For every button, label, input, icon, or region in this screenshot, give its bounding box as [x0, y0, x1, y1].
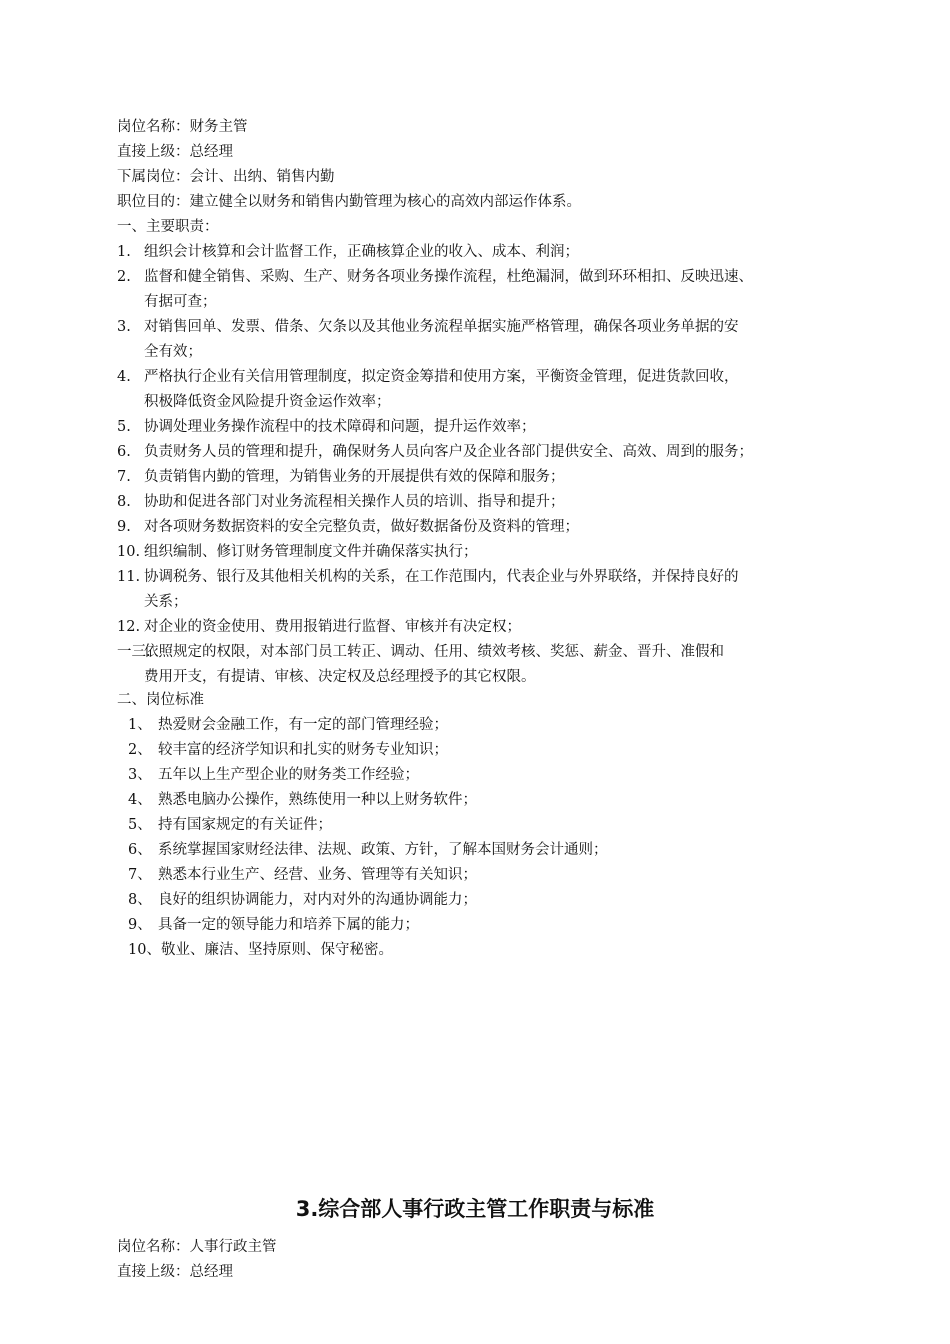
- standard-number: 10、: [128, 942, 161, 958]
- standard-number: 8、: [128, 892, 152, 908]
- duty-number: 11.: [117, 569, 141, 585]
- duty-text: 协调税务、银行及其他相关机构的关系，在工作范围内，代表企业与外界联络，并保持良好的: [144, 569, 739, 585]
- standard-text: 敬业、廉洁、坚持原则、保守秘密。: [161, 942, 393, 958]
- section-heading: 3.综合部人事行政主管工作职责与标准: [295, 1197, 655, 1221]
- duty-number: 8.: [117, 494, 131, 510]
- standard-text: 五年以上生产型企业的财务类工作经验；: [158, 767, 419, 783]
- duty-number: 5.: [117, 419, 131, 435]
- standard-number: 7、: [128, 867, 152, 883]
- duty-text-continued: 关系；: [144, 594, 188, 610]
- duty-number: 一三.: [117, 644, 151, 660]
- standard-text: 系统掌握国家财经法律、法规、政策、方针，了解本国财务会计通则；: [158, 842, 608, 858]
- duty-number: 12.: [117, 619, 141, 635]
- duty-text: 组织会计核算和会计监督工作，正确核算企业的收入、成本、利润；: [144, 244, 579, 260]
- subordinate-positions: 下属岗位：会计、出纳、销售内勤: [117, 169, 335, 185]
- standard-text: 熟悉电脑办公操作，熟练使用一种以上财务软件；: [158, 792, 477, 808]
- duty-number: 9.: [117, 519, 131, 535]
- standard-number: 6、: [128, 842, 152, 858]
- duty-text: 协调处理业务操作流程中的技术障碍和问题，提升运作效率；: [144, 419, 536, 435]
- standard-number: 2、: [128, 742, 152, 758]
- duty-number: 4.: [117, 369, 131, 385]
- duty-text: 组织编制、修订财务管理制度文件并确保落实执行；: [144, 544, 478, 560]
- duty-number: 1.: [117, 244, 131, 260]
- standard-text: 持有国家规定的有关证件；: [158, 817, 332, 833]
- duty-text-continued: 积极降低资金风险提升资金运作效率；: [144, 394, 391, 410]
- duty-text-continued: 费用开支，有提请、审核、决定权及总经理授予的其它权限。: [144, 669, 536, 685]
- standard-number: 5、: [128, 817, 152, 833]
- standard-text: 良好的组织协调能力，对内对外的沟通协调能力；: [158, 892, 477, 908]
- section-title-duties: 一、主要职责：: [117, 219, 219, 235]
- duty-number: 6.: [117, 444, 131, 460]
- standard-text: 热爱财会金融工作，有一定的部门管理经验；: [158, 717, 448, 733]
- duty-text: 依照规定的权限，对本部门员工转正、调动、任用、绩效考核、奖惩、薪金、晋升、准假和: [144, 644, 724, 660]
- duty-text: 严格执行企业有关信用管理制度，拟定资金筹措和使用方案，平衡资金管理，促进货款回收，: [144, 369, 739, 385]
- standard-number: 3、: [128, 767, 152, 783]
- standard-text: 较丰富的经济学知识和扎实的财务专业知识；: [158, 742, 448, 758]
- standard-text: 具备一定的领导能力和培养下属的能力；: [158, 917, 419, 933]
- position-purpose: 职位目的：建立健全以财务和销售内勤管理为核心的高效内部运作体系。: [117, 194, 581, 210]
- duty-number: 3.: [117, 319, 131, 335]
- duty-text-continued: 全有效；: [144, 344, 202, 360]
- duty-text: 对各项财务数据资料的安全完整负责，做好数据备份及资料的管理；: [144, 519, 579, 535]
- duty-text: 对企业的资金使用、费用报销进行监督、审核并有决定权；: [144, 619, 521, 635]
- standard-number: 9、: [128, 917, 152, 933]
- standard-number: 1、: [128, 717, 152, 733]
- standard-number: 4、: [128, 792, 152, 808]
- section-title-standards: 二、岗位标准: [117, 692, 204, 708]
- position-name: 岗位名称：财务主管: [117, 119, 248, 135]
- direct-superior: 直接上级：总经理: [117, 144, 233, 160]
- direct-superior-2: 直接上级：总经理: [117, 1264, 233, 1280]
- duty-text: 对销售回单、发票、借条、欠条以及其他业务流程单据实施严格管理，确保各项业务单据的安: [144, 319, 739, 335]
- duty-number: 2.: [117, 269, 131, 285]
- position-name-2: 岗位名称：人事行政主管: [117, 1239, 277, 1255]
- duty-text: 监督和健全销售、采购、生产、财务各项业务操作流程，杜绝漏洞，做到环环相扣、反映迅速、: [144, 269, 753, 285]
- standard-text: 熟悉本行业生产、经营、业务、管理等有关知识；: [158, 867, 477, 883]
- duty-number: 10.: [117, 544, 141, 560]
- duty-text-continued: 有据可查；: [144, 294, 217, 310]
- duty-text: 协助和促进各部门对业务流程相关操作人员的培训、指导和提升；: [144, 494, 565, 510]
- duty-text: 负责财务人员的管理和提升，确保财务人员向客户及企业各部门提供安全、高效、周到的服务；: [144, 444, 753, 460]
- duty-number: 7.: [117, 469, 131, 485]
- duty-text: 负责销售内勤的管理，为销售业务的开展提供有效的保障和服务；: [144, 469, 565, 485]
